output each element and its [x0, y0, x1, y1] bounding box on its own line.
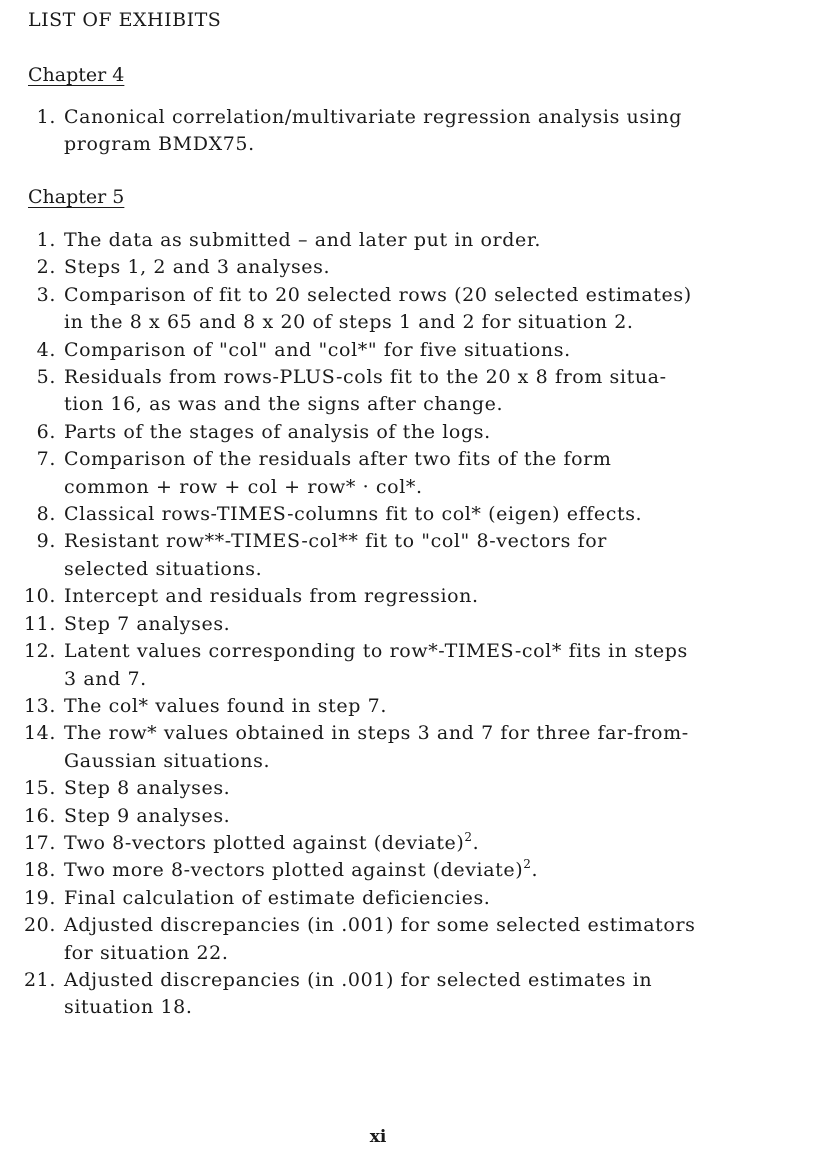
exhibit-item — [0, 611, 828, 638]
exhibit-text: Adjusted discrepancies (in .001) for selected estimates in — [64, 968, 653, 991]
exhibit-number: 14. — [23, 722, 56, 745]
exhibit-number: 6. — [36, 420, 56, 443]
exhibit-text: Resistant row**-TIMES-col** fit to "col" 8-vectors for — [64, 530, 607, 553]
exhibit-item — [0, 282, 828, 337]
exhibit-number: 5. — [36, 366, 56, 389]
exhibit-text-tail: . — [531, 859, 539, 882]
exhibit-number: 19. — [23, 886, 56, 909]
exhibit-item — [0, 419, 828, 446]
exhibit-number: 1. — [36, 106, 56, 128]
exhibit-text-cont: selected situations. — [64, 557, 263, 580]
exhibit-number: 8. — [36, 503, 56, 526]
exhibit-item — [0, 337, 828, 364]
exhibit-text-cont: in the 8 x 65 and 8 x 20 of steps 1 and 2 for situation 2. — [64, 311, 634, 334]
superscript: 2 — [523, 857, 532, 872]
exhibit-number: 9. — [36, 530, 56, 553]
exhibit-item — [0, 528, 828, 583]
exhibit-number: 7. — [36, 448, 56, 471]
exhibit-number: 11. — [23, 612, 56, 635]
exhibit-number: 21. — [23, 968, 56, 991]
chapter-5-exhibit-list — [0, 227, 828, 1022]
exhibit-text: Two more 8-vectors plotted against (deviate) — [64, 859, 524, 882]
exhibit-text-tail: . — [472, 831, 480, 854]
exhibit-item — [0, 803, 828, 830]
exhibit-text-cont: for situation 22. — [64, 941, 229, 964]
exhibit-number: 1. — [36, 229, 56, 251]
exhibit-text: Latent values corresponding to row*-TIMES-col* fits in steps — [64, 640, 688, 663]
exhibit-item — [0, 912, 828, 967]
exhibit-text: Adjusted discrepancies (in .001) for some selected estimators — [64, 914, 696, 937]
exhibit-text-cont: 3 and 7. — [64, 667, 147, 690]
exhibit-text: The col* values found in step 7. — [64, 694, 387, 717]
page-title: LIST OF EXHIBITS — [28, 9, 222, 31]
exhibit-number: 15. — [23, 777, 56, 800]
exhibit-number: 2. — [36, 256, 56, 279]
exhibit-text-cont: common + row + col + row* · col*. — [64, 475, 423, 498]
chapter-5-heading: Chapter 5 — [28, 186, 125, 208]
exhibit-text: Comparison of fit to 20 selected rows (20 selected estimates) — [64, 283, 692, 306]
exhibit-text-cont: Gaussian situations. — [64, 749, 271, 772]
exhibit-text: Steps 1, 2 and 3 analyses. — [64, 256, 331, 279]
exhibit-number: 3. — [36, 283, 56, 306]
exhibit-item — [0, 885, 828, 912]
exhibit-text: Two 8-vectors plotted against (deviate) — [64, 831, 465, 854]
exhibit-number: 17. — [23, 831, 56, 854]
exhibit-text: The data as submitted – and later put in order. — [64, 229, 542, 251]
chapter-4-heading: Chapter 4 — [28, 64, 125, 86]
exhibit-text-cont: situation 18. — [64, 996, 193, 1019]
exhibit-text: Residuals from rows-PLUS-cols fit to the 20 x 8 from situa- — [64, 366, 667, 389]
exhibit-item — [0, 254, 828, 281]
exhibit-item — [0, 104, 828, 159]
exhibit-item — [0, 775, 828, 802]
exhibit-number: 18. — [23, 859, 56, 882]
exhibit-text: Intercept and residuals from regression. — [64, 585, 479, 608]
exhibit-text: Step 9 analyses. — [64, 804, 231, 827]
exhibit-item — [0, 227, 828, 254]
exhibit-text-cont: program BMDX75. — [64, 133, 255, 156]
exhibit-item — [0, 857, 828, 884]
exhibit-item — [0, 364, 828, 419]
exhibit-item — [0, 830, 828, 857]
superscript: 2 — [464, 829, 473, 844]
exhibit-item — [0, 638, 828, 693]
exhibit-item — [0, 583, 828, 610]
exhibit-item — [0, 720, 828, 775]
exhibit-number: 16. — [23, 804, 56, 827]
exhibit-text: Canonical correlation/multivariate regression analysis using — [64, 106, 683, 128]
exhibit-text: Comparison of the residuals after two fits of the form — [64, 448, 612, 471]
page-number: xi — [369, 1127, 387, 1147]
exhibit-text: Comparison of "col" and "col*" for five situations. — [64, 338, 571, 361]
chapter-4-exhibit-list — [0, 104, 828, 159]
exhibit-item — [0, 501, 828, 528]
exhibit-text: Final calculation of estimate deficiencies. — [64, 886, 491, 909]
exhibit-text: Classical rows-TIMES-columns fit to col* (eigen) effects. — [64, 503, 643, 526]
exhibit-text: Step 8 analyses. — [64, 777, 231, 800]
exhibit-number: 4. — [36, 338, 56, 361]
exhibit-text: The row* values obtained in steps 3 and 7 for three far-from- — [64, 722, 689, 745]
exhibit-item — [0, 967, 828, 1022]
exhibit-number: 12. — [23, 640, 56, 663]
exhibit-item — [0, 693, 828, 720]
exhibit-item — [0, 446, 828, 501]
exhibit-number: 20. — [23, 914, 56, 937]
exhibit-number: 10. — [23, 585, 56, 608]
exhibit-text-cont: tion 16, as was and the signs after change. — [64, 393, 504, 416]
exhibit-text: Step 7 analyses. — [64, 612, 231, 635]
exhibit-text: Parts of the stages of analysis of the logs. — [64, 420, 491, 443]
exhibit-number: 13. — [23, 694, 56, 717]
